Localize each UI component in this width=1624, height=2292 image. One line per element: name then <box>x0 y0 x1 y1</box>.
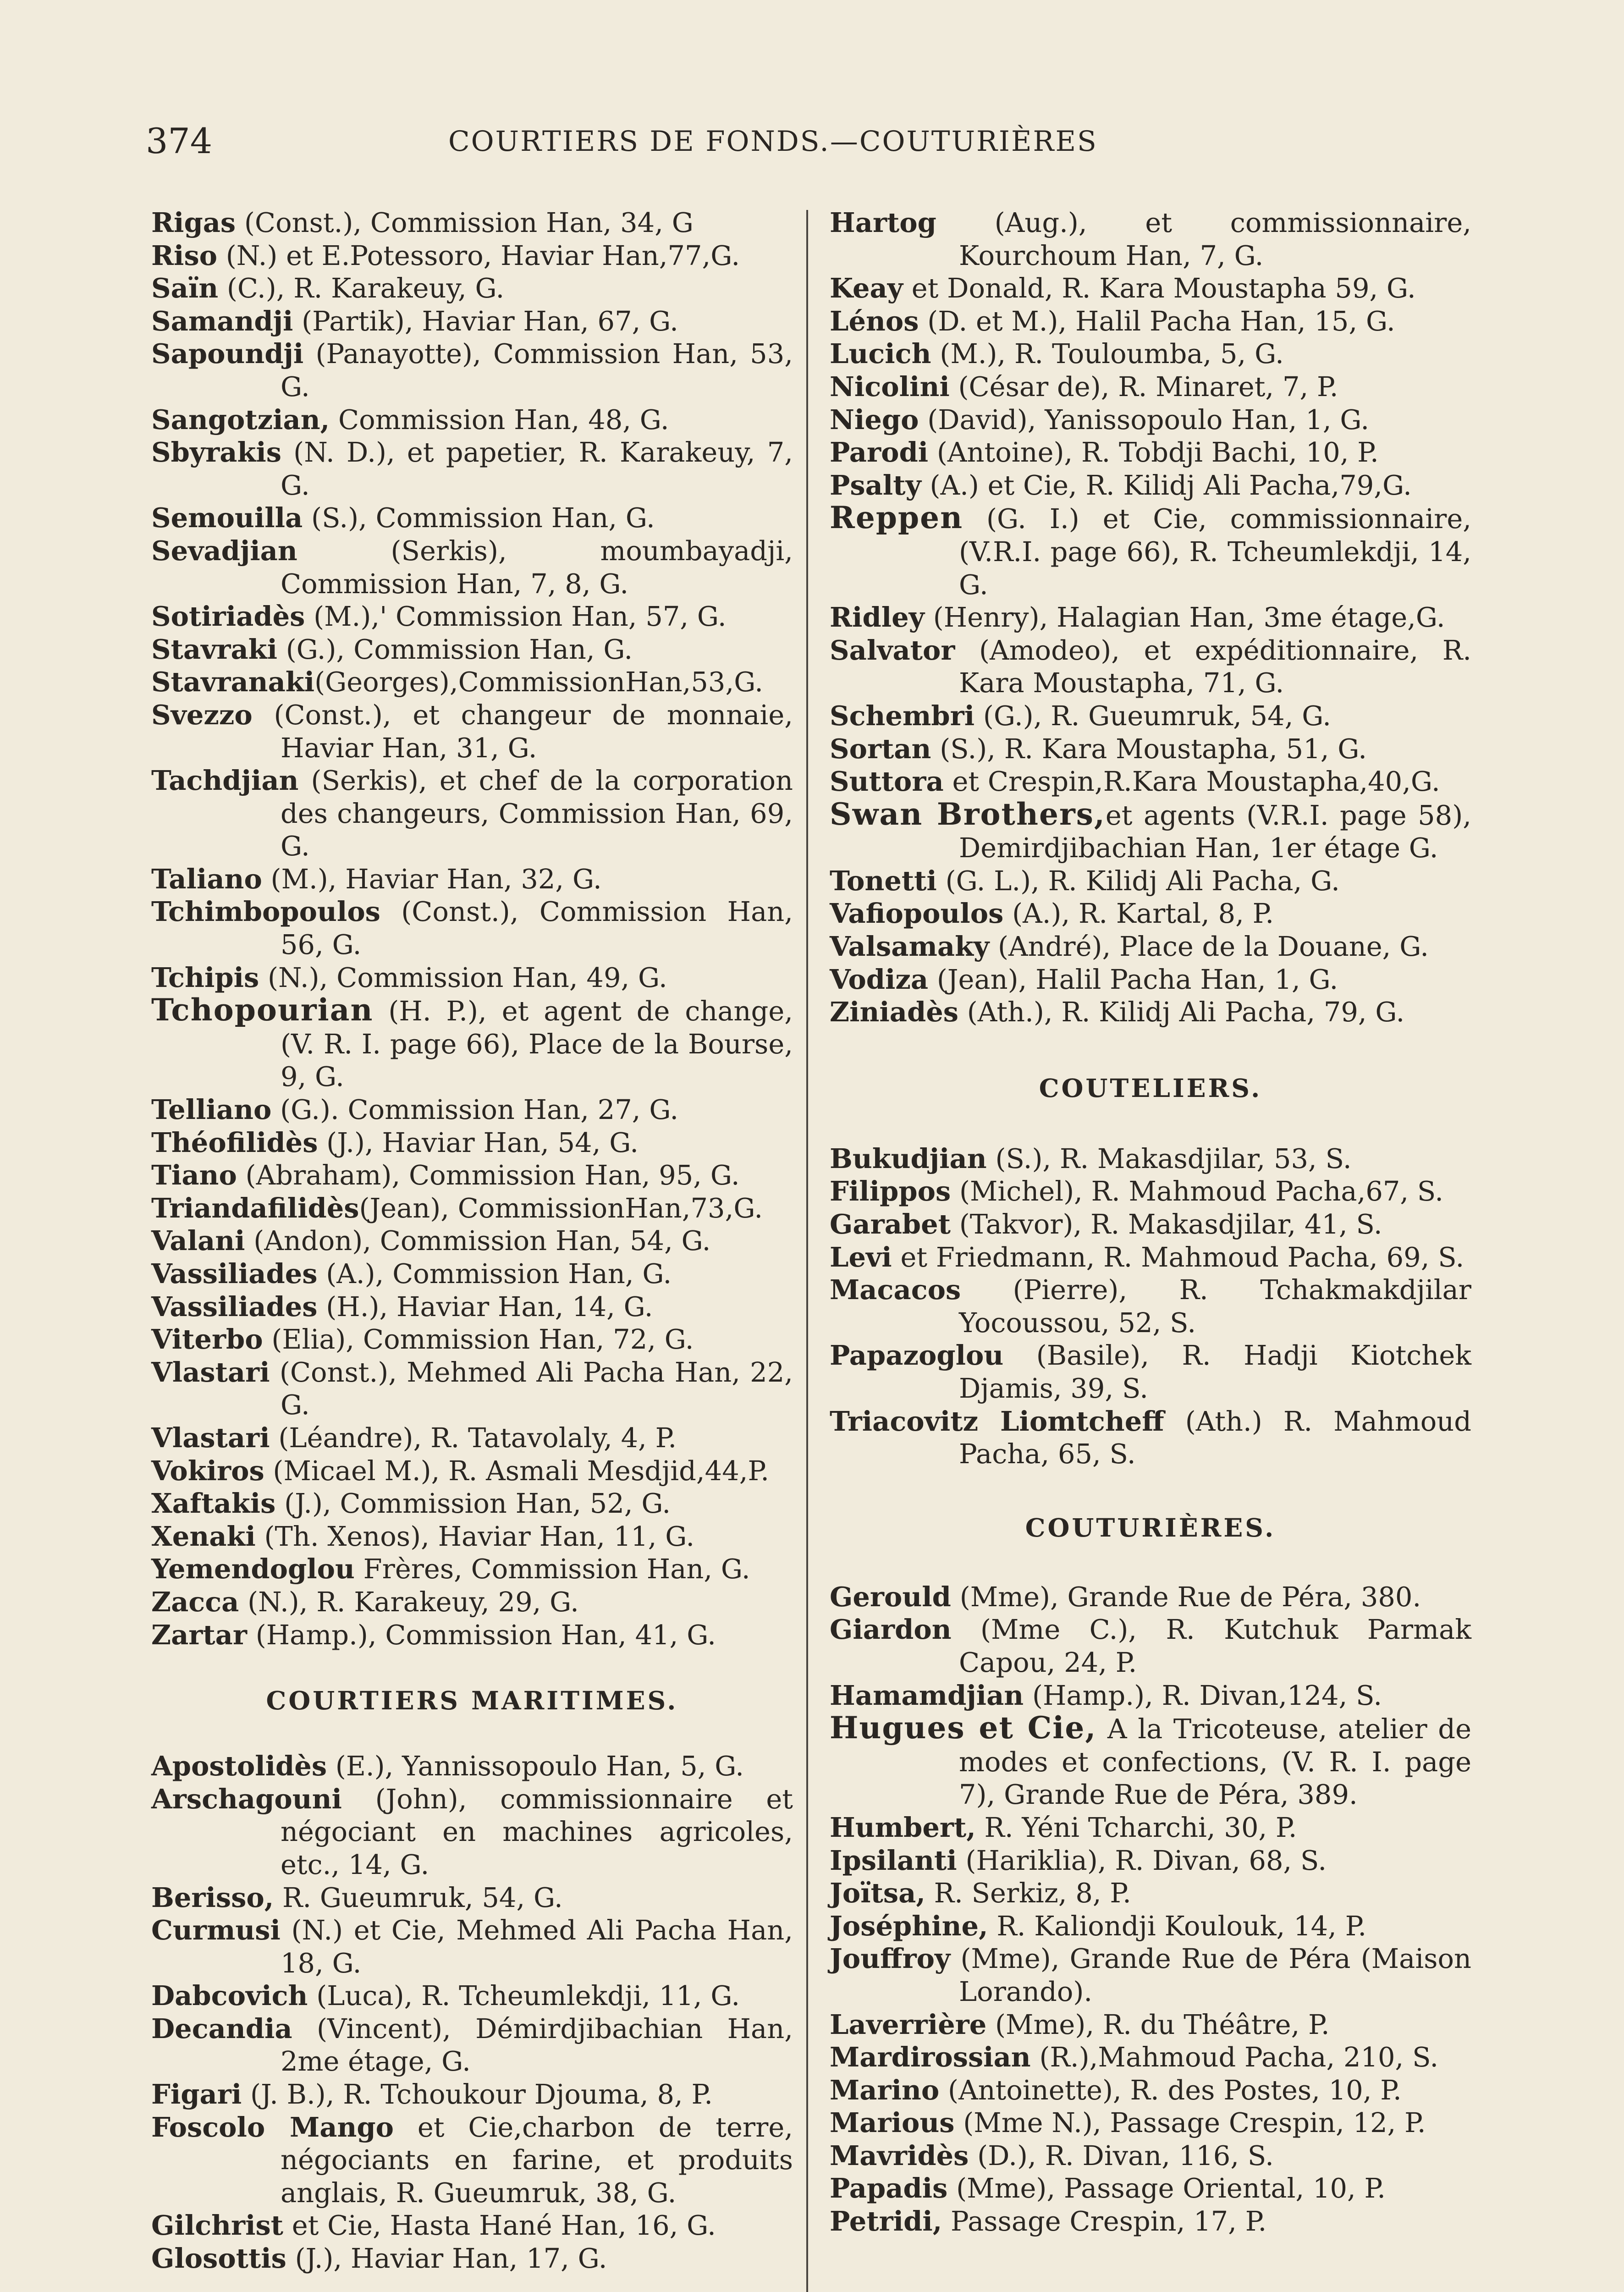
entry-name: Valsamaky <box>830 931 990 963</box>
directory-entry <box>830 305 1471 338</box>
entry-details: (H. P.), et agent de change, (V. R. I. page 66), Place de la Bourse, 9, G. <box>281 995 793 1093</box>
directory-entry <box>830 601 1471 634</box>
entry-details: (J.), Haviar Han, 54, G. <box>318 1126 639 1158</box>
entry-details: (Takvor), R. Makasdjilar, 41, S. <box>950 1208 1382 1240</box>
entry-details: (Aug.), et commissionnaire, Kourchoum Han, 7, G. <box>936 207 1471 271</box>
entry-name: Vlastari <box>151 1356 270 1388</box>
directory-entry <box>830 2041 1471 2074</box>
directory-entry <box>151 2209 793 2242</box>
entry-details: (Vincent), Démirdjibachian Han, 2me étage, G. <box>281 2012 793 2077</box>
entry-name: Figari <box>151 2078 242 2110</box>
entry-details: (A.) et Cie, R. Kilidj Ali Pacha,79,G. <box>921 469 1412 501</box>
entry-name: Zartar <box>151 1619 247 1651</box>
entry-name: Valani <box>151 1225 245 1257</box>
directory-entry <box>151 1093 793 1126</box>
directory-entry <box>830 2106 1471 2139</box>
right-entries-b <box>830 1142 1471 1471</box>
entry-details: (Const.), Commission Han, 34, G <box>236 207 694 238</box>
entry-name: Rigas <box>151 207 236 238</box>
entry-details: (Jean), Halil Pacha Han, 1, G. <box>928 963 1338 995</box>
entry-name: Triacovitz Liomtcheff <box>830 1405 1164 1437</box>
entry-name: Marino <box>830 2074 940 2106</box>
directory-entry <box>151 436 793 501</box>
entry-name: Sangotzian, <box>151 403 330 435</box>
entry-name: Levi <box>830 1241 892 1273</box>
entry-details: (G.), R. Gueumruk, 54, G. <box>974 700 1331 732</box>
directory-entry <box>830 2172 1471 2205</box>
entry-name: Reppen <box>830 500 963 536</box>
entry-details: (D. et M.), Halil Pacha Han, 15, G. <box>919 305 1395 337</box>
directory-entry <box>151 337 793 403</box>
directory-entry <box>830 1942 1471 2008</box>
entry-details: (Georges),CommissionHan,53,G. <box>314 666 763 698</box>
entry-details: Frères, Commission Han, G. <box>354 1553 750 1585</box>
entry-name: Psalty <box>830 469 921 501</box>
entry-details: (Henry), Halagian Han, 3me étage,G. <box>924 601 1445 634</box>
directory-entry <box>151 961 793 994</box>
entry-details: (Hariklia), R. Divan, 68, S. <box>957 1844 1327 1876</box>
entry-details: (S.), R. Kara Moustapha, 51, G. <box>931 733 1367 765</box>
entry-details: (G.). Commission Han, 27, G. <box>271 1094 679 1126</box>
directory-entry <box>151 863 793 896</box>
entry-details: R. Serkiz, 8, P. <box>925 1877 1131 1909</box>
directory-entry <box>151 272 793 305</box>
directory-entry <box>830 1910 1471 1943</box>
directory-entry <box>830 1613 1471 1679</box>
entry-details: (Abraham), Commission Han, 95, G. <box>237 1159 740 1191</box>
entry-details: (Mme), Grande Rue de Péra, 380. <box>951 1581 1421 1613</box>
directory-entry <box>151 1881 793 1914</box>
directory-entry <box>830 798 1471 865</box>
directory-entry <box>151 600 793 633</box>
entry-name: Humbert, <box>830 1811 976 1843</box>
entry-details: (Pierre), R. Tchakmakdjilar Yocoussou, 52, S. <box>959 1274 1471 1339</box>
entry-details: (César de), R. Minaret, 7, P. <box>949 370 1338 402</box>
entry-details: (R.),Mahmoud Pacha, 210, S. <box>1030 2041 1439 2073</box>
entry-details: (N. D.), et papetier, R. Karakeuy, 7, G. <box>281 436 793 501</box>
right-entries-c <box>830 1581 1471 2238</box>
directory-entry <box>830 272 1471 305</box>
entry-name: Apostolidès <box>151 1750 327 1782</box>
entry-name: Hugues et Cie, <box>830 1710 1097 1746</box>
directory-entry <box>151 1487 793 1520</box>
entry-details: (M.), R. Touloumba, 5, G. <box>931 338 1284 370</box>
entry-details: (J.), Commission Han, 52, G. <box>275 1488 671 1520</box>
directory-entry <box>151 764 793 863</box>
entry-details: (J.), Haviar Han, 17, G. <box>286 2242 607 2275</box>
entry-name: Salvator <box>830 634 955 666</box>
entry-name: Giardon <box>830 1614 952 1646</box>
directory-entry <box>151 1257 793 1290</box>
entry-details: (Mme), Grande Rue de Péra (Maison Lorando). <box>950 1943 1471 2007</box>
entry-name: Niego <box>830 403 919 435</box>
entry-details: (D.), R. Divan, 116, S. <box>969 2139 1274 2171</box>
directory-entry <box>151 305 793 338</box>
entry-name: Saïn <box>151 272 219 304</box>
entry-name: Riso <box>151 239 218 271</box>
directory-entry <box>151 2078 793 2111</box>
directory-entry <box>830 1339 1471 1405</box>
directory-entry <box>830 2139 1471 2172</box>
entry-details: et Friedmann, R. Mahmoud Pacha, 69, S. <box>892 1241 1464 1273</box>
entry-name: Tchimbopoulos <box>151 896 380 928</box>
entry-details: (Panayotte), Commission Han, 53, G. <box>281 338 793 402</box>
entry-name: Triandafilidès <box>151 1192 359 1224</box>
entry-name: Swan Brothers, <box>830 796 1106 832</box>
entry-name: Bukudjian <box>830 1142 987 1174</box>
entry-details: et Donald, R. Kara Moustapha 59, G. <box>903 272 1416 304</box>
section-heading-courtiers-maritimes: COURTIERS MARITIMES. <box>266 1686 678 1716</box>
directory-entry <box>830 1877 1471 1910</box>
entry-name: Arschagouni <box>151 1783 342 1815</box>
directory-entry <box>830 1581 1471 1614</box>
directory-entry <box>830 1175 1471 1208</box>
entry-details: (Mme N.), Passage Crespin, 12, P. <box>954 2107 1426 2139</box>
directory-entry <box>151 1290 793 1323</box>
entry-name: Macacos <box>830 1274 961 1306</box>
directory-entry <box>830 2008 1471 2041</box>
entry-name: Vassiliades <box>151 1290 318 1322</box>
directory-entry <box>830 501 1471 601</box>
directory-entry <box>830 700 1471 733</box>
entry-name: Svezzo <box>151 699 253 731</box>
directory-entry <box>830 403 1471 436</box>
entry-details: R. Yéni Tcharchi, 30, P. <box>975 1811 1297 1843</box>
entry-details: (G. L.), R. Kilidj Ali Pacha, G. <box>936 865 1340 897</box>
entry-name: Vassiliades <box>151 1258 318 1289</box>
directory-entry <box>830 963 1471 996</box>
entry-name: Suttora <box>830 766 944 798</box>
entry-details: et Crespin,R.Kara Moustapha,40,G. <box>943 766 1440 798</box>
section-heading-couturieres: COUTURIÈRES. <box>1025 1512 1276 1543</box>
directory-entry <box>830 1208 1471 1241</box>
entry-details: (David), Yanissopoulo Han, 1, G. <box>919 403 1370 435</box>
entry-details: (Ath.), R. Kilidj Ali Pacha, 79, G. <box>958 996 1405 1028</box>
directory-entry <box>830 1712 1471 1811</box>
entry-name: Taliano <box>151 863 262 895</box>
directory-entry <box>830 930 1471 963</box>
directory-entry <box>151 2242 793 2275</box>
entry-details: (Andon), Commission Han, 54, G. <box>245 1225 711 1257</box>
directory-entry <box>830 1273 1471 1339</box>
entry-details: (John), commissionnaire et négociant en machines agricoles, etc., 14, G. <box>281 1783 793 1880</box>
entry-name: Tachdjian <box>151 765 299 797</box>
entry-details: (Antoinette), R. des Postes, 10, P. <box>939 2074 1402 2106</box>
entry-name: Ziniadès <box>830 996 959 1028</box>
directory-entry <box>830 1142 1471 1175</box>
entry-details: R. Gueumruk, 54, G. <box>274 1881 563 1913</box>
entry-details: (André), Place de la Douane, G. <box>989 931 1429 963</box>
entry-name: Joïtsa, <box>830 1877 925 1909</box>
left-entries-b <box>151 1750 793 2275</box>
entry-name: Schembri <box>830 700 975 732</box>
directory-entry <box>151 1421 793 1455</box>
entry-details: (Micael M.), R. Asmali Mesdjid,44,P. <box>264 1455 769 1487</box>
directory-entry <box>830 337 1471 370</box>
directory-entry <box>151 1356 793 1421</box>
entry-name: Sortan <box>830 733 931 765</box>
directory-entry <box>151 501 793 534</box>
entry-name: Semouilla <box>151 502 303 534</box>
directory-entry <box>830 2074 1471 2107</box>
entry-details: (N.) et E.Potessoro, Haviar Han,77,G. <box>217 239 740 271</box>
entry-name: Sapoundji <box>151 338 304 370</box>
entry-details: (Hamp.), R. Divan,124, S. <box>1024 1679 1382 1711</box>
directory-entry <box>151 403 793 436</box>
directory-entry <box>830 370 1471 403</box>
right-column <box>830 206 1471 2238</box>
directory-entry <box>830 733 1471 766</box>
entry-name: Gerould <box>830 1581 951 1613</box>
directory-entry <box>151 1126 793 1159</box>
entry-details: (Mme), R. du Théâtre, P. <box>986 2008 1330 2040</box>
entry-details: (Antoine), R. Tobdji Bachi, 10, P. <box>928 436 1379 468</box>
entry-details: (M.), Haviar Han, 32, G. <box>262 863 602 895</box>
entry-name: Papadis <box>830 2172 948 2204</box>
directory-entry <box>151 1159 793 1192</box>
entry-details: (Serkis), moumbayadji, Commission Han, 7, 8, G. <box>281 534 793 600</box>
entry-details: (E.), Yannissopoulo Han, 5, G. <box>327 1750 744 1782</box>
directory-entry <box>830 1241 1471 1274</box>
entry-details: et Cie,charbon de terre, négociants en farine, et produits anglais, R. Gueumruk, 38, G. <box>281 2111 793 2209</box>
directory-entry <box>151 239 793 272</box>
entry-details: (Partik), Haviar Han, 67, G. <box>293 305 678 337</box>
entry-details: (M.),' Commission Han, 57, G. <box>305 601 727 633</box>
directory-entry <box>830 634 1471 700</box>
entry-details: (C.), R. Karakeuy, G. <box>218 272 505 304</box>
entry-details: (Mme), Passage Oriental, 10, P. <box>947 2172 1386 2204</box>
entry-name: Vokiros <box>151 1455 264 1487</box>
entry-name: Filippos <box>830 1175 951 1207</box>
entry-details: et agents (V.R.I. page 58), Demirdjibachian Han, 1er étage G. <box>959 799 1471 864</box>
entry-details: (N.) et Cie, Mehmed Ali Pacha Han, 18, G. <box>280 1914 793 1979</box>
directory-entry <box>830 1405 1471 1471</box>
entry-details: (Michel), R. Mahmoud Pacha,67, S. <box>951 1175 1443 1207</box>
page-number: 374 <box>146 121 213 161</box>
directory-entry <box>830 206 1471 272</box>
entry-name: Joséphine, <box>830 1910 988 1942</box>
column-divider <box>806 210 808 2292</box>
entry-name: Sbyrakis <box>151 436 281 468</box>
entry-details: (H.), Haviar Han, 14, G. <box>317 1290 653 1322</box>
directory-entry <box>151 895 793 961</box>
entry-name: Parodi <box>830 436 929 468</box>
entry-name: Hamamdjian <box>830 1679 1024 1711</box>
entry-name: Xenaki <box>151 1520 256 1552</box>
entry-details: (S.), R. Makasdjilar, 53, S. <box>986 1142 1352 1174</box>
directory-entry <box>830 469 1471 502</box>
entry-name: Hartog <box>830 207 936 238</box>
directory-entry <box>830 2205 1471 2238</box>
directory-entry <box>151 1914 793 1979</box>
entry-details: (G. I.) et Cie, commissionnaire, (V.R.I. page 66), R. Tcheumlekdji, 14, G. <box>959 503 1471 601</box>
entry-details: (Amodeo), et expéditionnaire, R. Kara Moustapha, 71, G. <box>955 634 1471 699</box>
entry-name: Tiano <box>151 1159 237 1191</box>
entry-details: (J. B.), R. Tchoukour Djouma, 8, P. <box>242 2078 713 2110</box>
entry-details: (A.), R. Kartal, 8, P. <box>1003 898 1274 930</box>
directory-entry <box>151 1323 793 1356</box>
directory-entry <box>830 897 1471 930</box>
entry-name: Gilchrist <box>151 2209 283 2242</box>
entry-name: Stavraki <box>151 633 277 665</box>
entry-details: R. Kaliondji Koulouk, 14, P. <box>988 1910 1367 1942</box>
directory-entry <box>830 436 1471 469</box>
entry-name: Keay <box>830 272 903 304</box>
entry-name: Tchopourian <box>151 992 374 1028</box>
directory-entry <box>151 534 793 600</box>
directory-entry <box>830 1844 1471 1877</box>
entry-name: Vodiza <box>830 963 929 995</box>
entry-name: Marious <box>830 2107 955 2139</box>
entry-name: Zacca <box>151 1586 239 1618</box>
directory-entry <box>830 1811 1471 1844</box>
directory-entry <box>151 1553 793 1586</box>
entry-details: (Const.), Commission Han, 56, G. <box>281 896 793 961</box>
entry-details: (Luca), R. Tcheumlekdji, 11, G. <box>308 1980 740 2012</box>
entry-name: Lénos <box>830 305 919 337</box>
entry-details: A la Tricoteuse, atelier de modes et confections, (V. R. I. page 7), Grande Rue de Péra, 389. <box>959 1713 1471 1811</box>
entry-name: Stavranaki <box>151 666 315 698</box>
entry-details: (N.), R. Karakeuy, 29, G. <box>239 1586 579 1618</box>
section-heading-couteliers: COUTELIERS. <box>1039 1073 1262 1103</box>
entry-name: Yemendoglou <box>151 1553 355 1585</box>
entry-name: Telliano <box>151 1094 272 1126</box>
entry-name: Théofilidès <box>151 1126 318 1158</box>
entry-name: Papazoglou <box>830 1339 1004 1372</box>
entry-name: Xaftakis <box>151 1488 276 1520</box>
directory-entry <box>151 1192 793 1225</box>
entry-name: Tonetti <box>830 865 937 897</box>
entry-name: Vlastari <box>151 1421 270 1454</box>
entry-name: Jouffroy <box>830 1943 951 1975</box>
left-column <box>151 206 793 2275</box>
entry-name: Foscolo Mango <box>151 2111 394 2143</box>
entry-details: (Const.), Mehmed Ali Pacha Han, 22, G. <box>270 1356 793 1421</box>
page-header <box>146 123 1164 160</box>
entry-details: (Const.), et changeur de monnaie, Haviar Han, 31, G. <box>252 699 793 764</box>
directory-entry <box>151 1783 793 1881</box>
directory-entry <box>151 2012 793 2078</box>
entry-details: (Elia), Commission Han, 72, G. <box>263 1323 694 1355</box>
entry-details: (Jean), CommissionHan,73,G. <box>359 1192 763 1224</box>
directory-entry <box>151 1520 793 1553</box>
entry-name: Samandji <box>151 305 293 337</box>
directory-entry <box>830 765 1471 798</box>
entry-name: Ridley <box>830 601 925 634</box>
entry-details: (Mme C.), R. Kutchuk Parmak Capou, 24, P. <box>951 1614 1471 1678</box>
entry-name: Berisso, <box>151 1881 274 1913</box>
entry-name: Sevadjian <box>151 534 297 567</box>
directory-entry <box>151 1586 793 1619</box>
entry-details: et Cie, Hasta Hané Han, 16, G. <box>283 2209 716 2242</box>
entry-name: Dabcovich <box>151 1980 308 2012</box>
entry-name: Petridi, <box>830 2205 942 2237</box>
directory-entry <box>151 666 793 699</box>
entry-name: Garabet <box>830 1208 951 1240</box>
entry-name: Sotiriadès <box>151 601 305 633</box>
directory-entry <box>151 1455 793 1488</box>
entry-name: Curmusi <box>151 1914 281 1946</box>
running-title: COURTIERS DE FONDS.—COUTURIÈRES <box>448 125 1098 158</box>
entry-name: Lucich <box>830 338 931 370</box>
directory-entry <box>151 994 793 1093</box>
entry-name: Mavridès <box>830 2139 969 2171</box>
entry-name: Mardirossian <box>830 2041 1031 2073</box>
directory-entry <box>151 1750 793 1783</box>
entry-details: (N.), Commission Han, 49, G. <box>259 961 667 993</box>
entry-details: (G.), Commission Han, G. <box>277 633 633 665</box>
entry-details: (Th. Xenos), Haviar Han, 11, G. <box>255 1520 695 1552</box>
entry-details: (Basile), R. Hadji Kiotchek Djamis, 39, S. <box>959 1339 1471 1404</box>
directory-entry <box>151 1224 793 1257</box>
entry-details: (A.), Commission Han, G. <box>317 1258 672 1289</box>
entry-details: (Serkis), et chef de la corporation des changeurs, Commission Han, 69, G. <box>281 765 793 862</box>
directory-entry <box>151 1979 793 2012</box>
entry-details: Commission Han, 48, G. <box>330 403 669 435</box>
directory-entry <box>151 2111 793 2209</box>
entry-name: Viterbo <box>151 1323 263 1355</box>
entry-name: Laverrière <box>830 2008 987 2040</box>
entry-name: Nicolini <box>830 370 950 402</box>
directory-entry <box>151 1619 793 1652</box>
directory-entry <box>830 1679 1471 1712</box>
directory-entry <box>151 206 793 239</box>
directory-entry <box>151 633 793 666</box>
entry-details: (Ath.) R. Mahmoud Pacha, 65, S. <box>959 1405 1471 1470</box>
entry-details: Passage Crespin, 17, P. <box>942 2205 1267 2237</box>
left-entries-a <box>151 206 793 1651</box>
entry-name: Ipsilanti <box>830 1844 957 1876</box>
entry-details: (Hamp.), Commission Han, 41, G. <box>247 1619 716 1651</box>
directory-entry <box>830 996 1471 1029</box>
entry-name: Vafiopoulos <box>830 898 1004 930</box>
entry-name: Tchipis <box>151 961 259 993</box>
right-entries-a <box>830 206 1471 1029</box>
directory-entry <box>151 699 793 764</box>
entry-details: (Léandre), R. Tatavolaly, 4, P. <box>270 1421 677 1454</box>
entry-details: (S.), Commission Han, G. <box>303 502 655 534</box>
entry-name: Decandia <box>151 2012 292 2044</box>
entry-name: Glosottis <box>151 2242 286 2275</box>
directory-entry <box>830 865 1471 898</box>
